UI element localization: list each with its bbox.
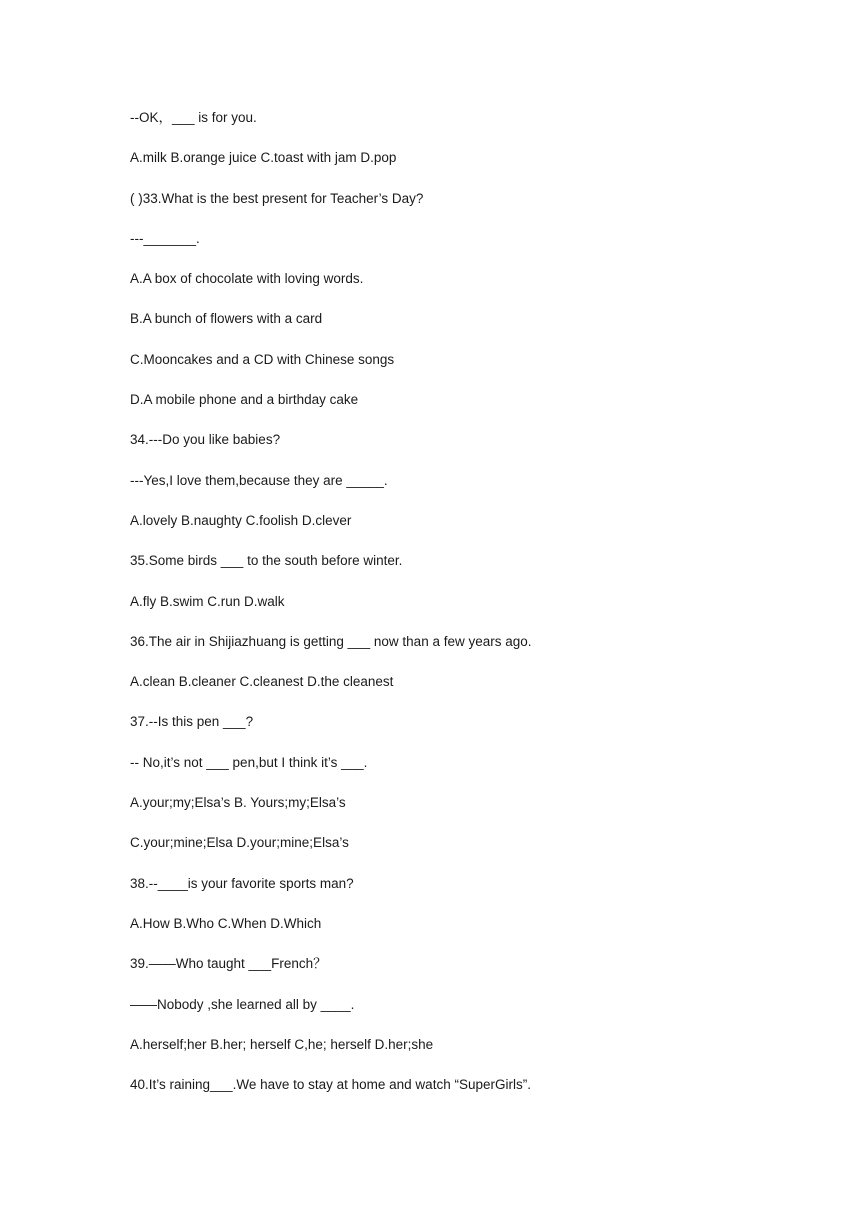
text-line: B.A bunch of flowers with a card [130,311,323,327]
text-line: ——Nobody ,she learned all by ____. [130,996,355,1012]
question-list [130,108,770,1115]
text-line: A.How B.Who C.When D.Which [130,915,322,931]
text-line: 39.——Who taught ___French？ [130,956,327,972]
text-line: 36.The air in Shijiazhuang is getting ___ now than a few years ago. [130,633,532,649]
text-line: A.A box of chocolate with loving words. [130,271,364,287]
text-line: --OK，___ is for you. [130,110,257,125]
text-line: ---_______. [130,230,200,246]
text-line: 34.---Do you like babies? [130,432,281,448]
text-line: C.Mooncakes and a CD with Chinese songs [130,351,395,367]
text-line: ---Yes,I love them,because they are _____. [130,472,388,488]
text-line: 38.--____is your favorite sports man? [130,875,354,891]
text-line: -- No,it’s not ___ pen,but I think it’s ___. [130,754,368,770]
text-line: A.herself;her B.her; herself C,he; herself D.her;she [130,1036,434,1052]
text-line: ( )33.What is the best present for Teacher’s Day? [130,190,424,206]
text-line: A.clean B.cleaner C.cleanest D.the cleanest [130,674,394,690]
text-line: 37.--Is this pen ___? [130,714,254,730]
text-line: A.your;my;Elsa’s B. Yours;my;Elsa’s [130,795,346,811]
text-line: D.A mobile phone and a birthday cake [130,392,359,408]
text-line: A.lovely B.naughty C.foolish D.clever [130,512,352,528]
text-line: A.milk B.orange juice C.toast with jam D.pop [130,150,397,166]
text-line: 35.Some birds ___ to the south before winter. [130,553,403,569]
text-line: 40.It’s raining___.We have to stay at home and watch “SuperGirls”. [130,1077,531,1093]
text-line: A.fly B.swim C.run D.walk [130,593,285,609]
text-line: C.your;mine;Elsa D.your;mine;Elsa’s [130,835,349,851]
